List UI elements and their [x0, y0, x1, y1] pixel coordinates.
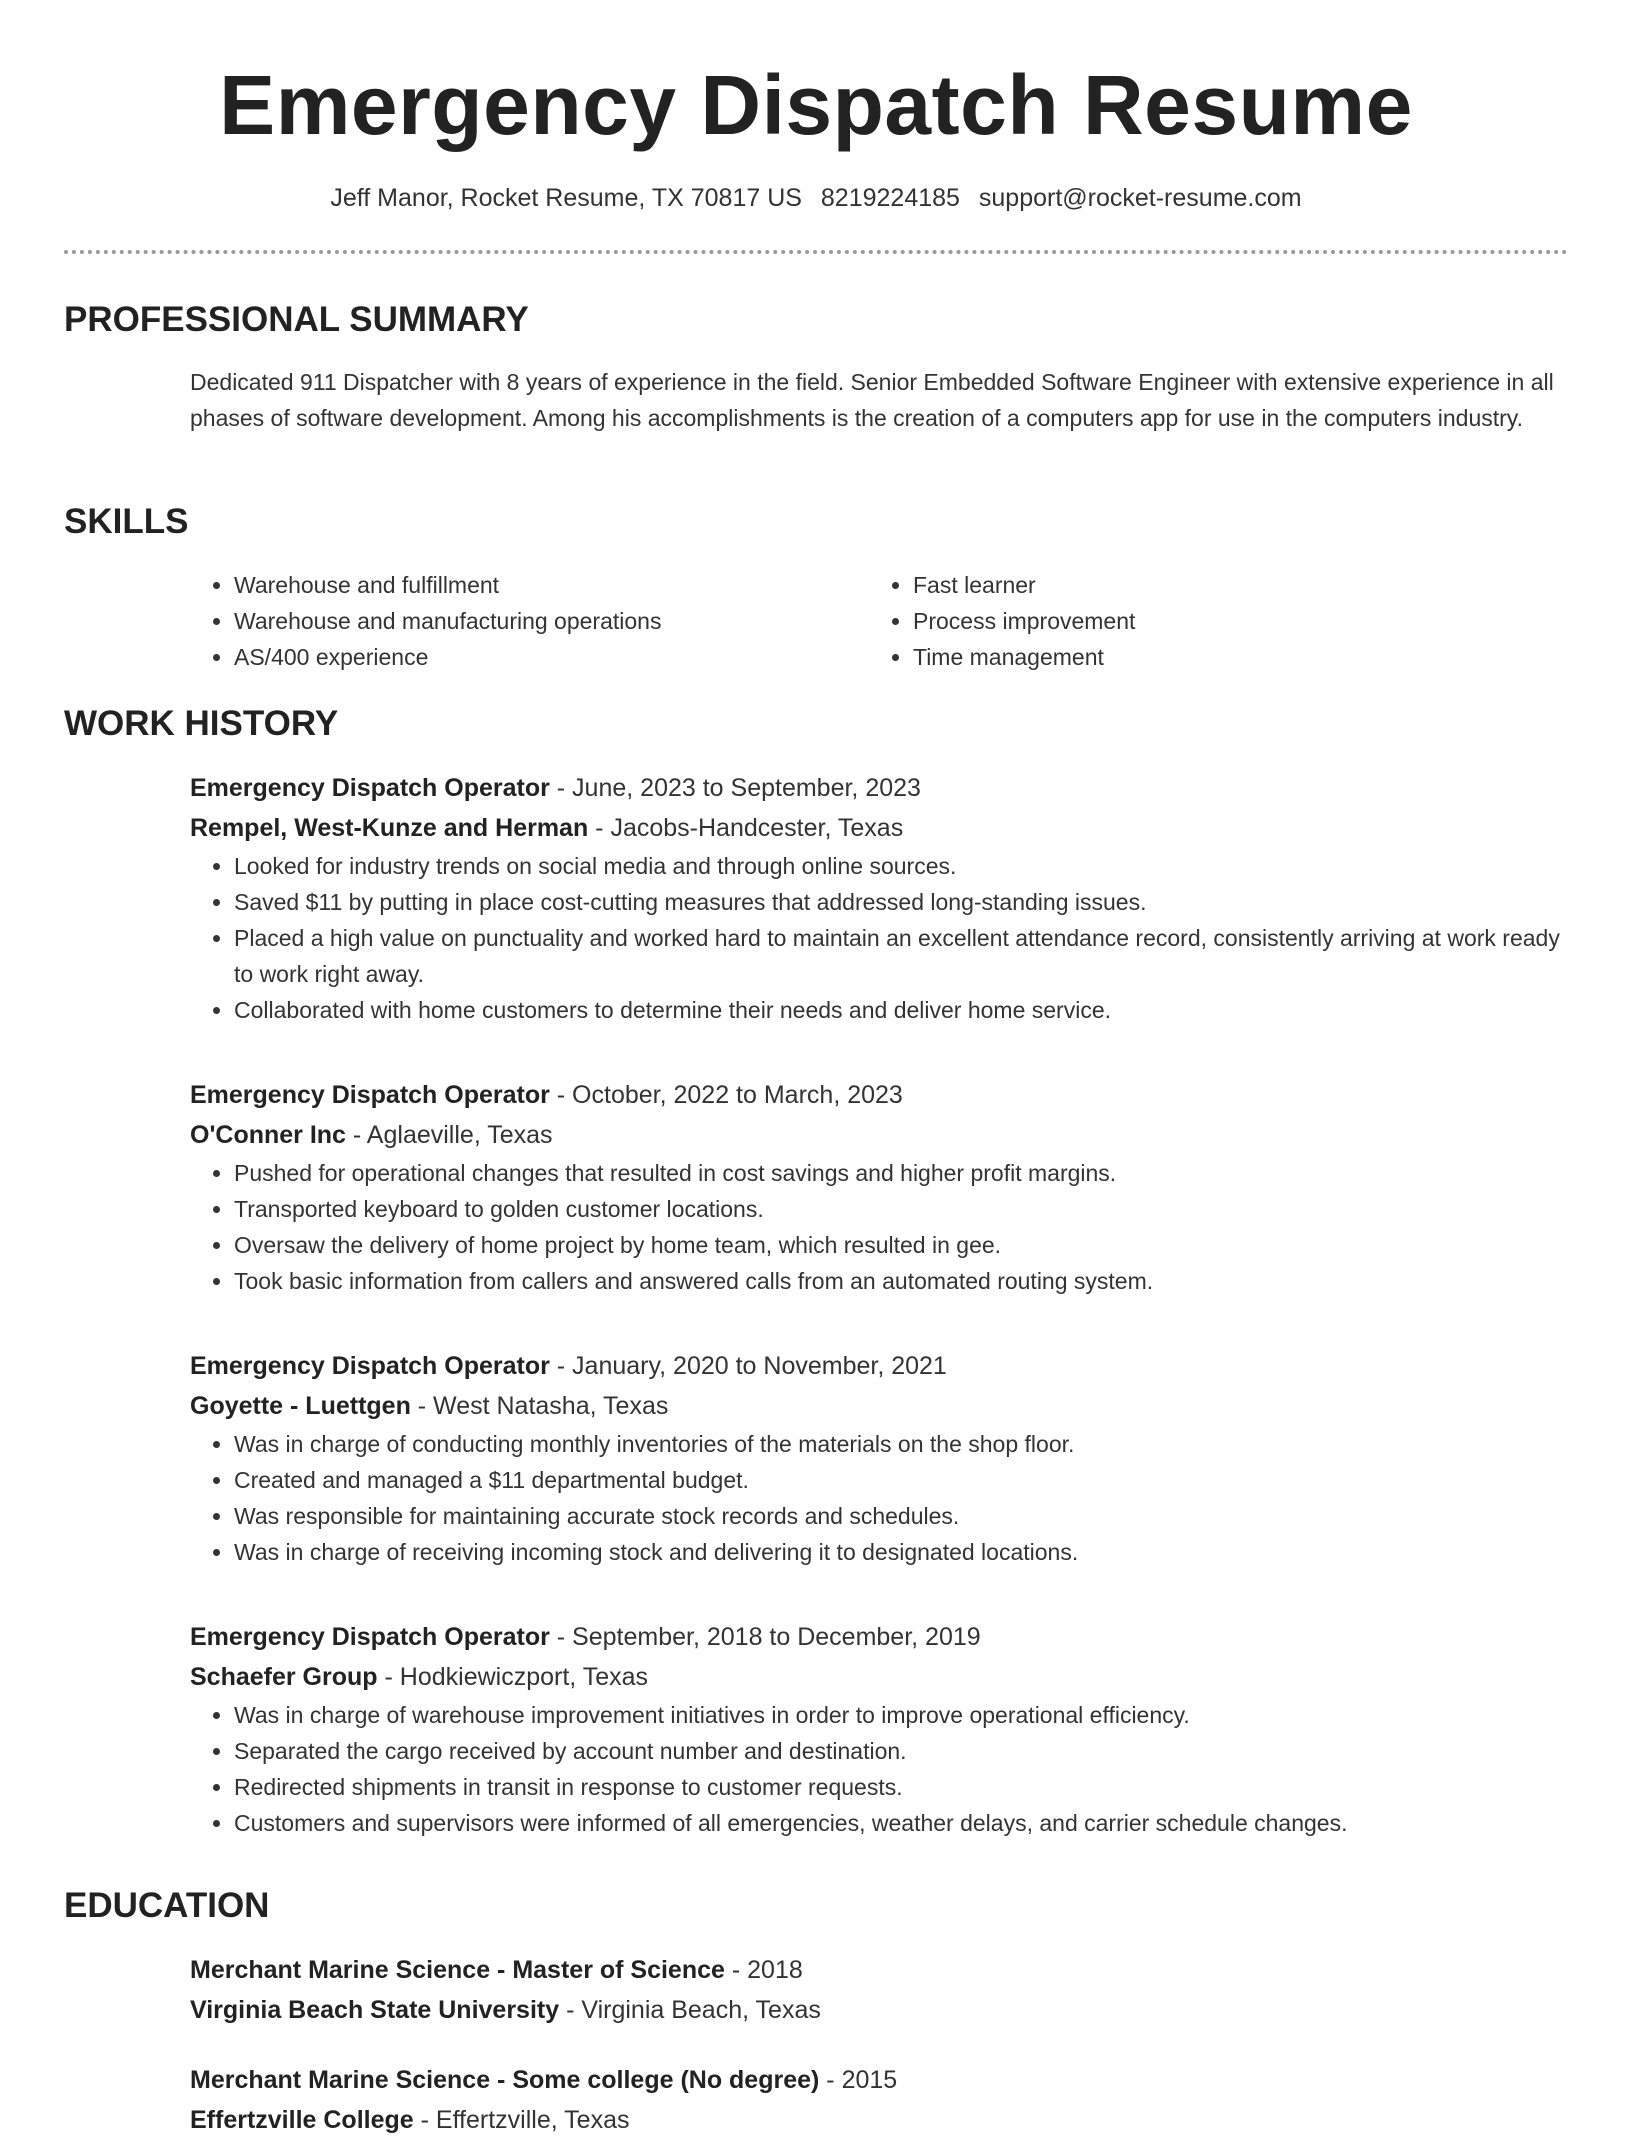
job-company: Rempel, West-Kunze and Herman	[190, 814, 589, 842]
job-bullet: • Placed a high value on punctuality and worked hard to maintain an excellent attendance record, consistently arriving at work ready to work right away.	[234, 920, 1570, 992]
job-bullets	[190, 1155, 1570, 1299]
job-bullet: • Was in charge of conducting monthly inventories of the materials on the shop floor.	[234, 1426, 1570, 1462]
job-company-line	[190, 808, 1570, 848]
education-degree-line	[190, 2060, 1570, 2100]
job-bullets	[190, 1426, 1570, 1570]
education-degree-line	[190, 1950, 1570, 1990]
job-location: - Hodkiewiczport, Texas	[377, 1663, 649, 1691]
job-title-line	[190, 1617, 1570, 1657]
education-school-line	[190, 1990, 1570, 2030]
job-entry	[190, 1617, 1570, 1841]
education-school-line	[190, 2100, 1570, 2140]
job-title-line	[190, 768, 1570, 808]
job-dates: - September, 2018 to December, 2019	[549, 1623, 981, 1651]
job-company-line	[190, 1386, 1570, 1426]
job-bullet: • Separated the cargo received by account number and destination.	[234, 1733, 1570, 1769]
job-bullet: • Oversaw the delivery of home project by home team, which resulted in gee.	[234, 1227, 1570, 1263]
education-degree: Merchant Marine Science - Some college (No degree)	[190, 2066, 820, 2094]
job-bullet: • Pushed for operational changes that resulted in cost savings and higher profit margins.	[234, 1155, 1570, 1191]
job-entry	[190, 1075, 1570, 1299]
job-role: Emergency Dispatch Operator	[190, 774, 550, 802]
job-bullet: • Saved $11 by putting in place cost-cutting measures that addressed long-standing issues.	[234, 884, 1570, 920]
education-location: - Virginia Beach, Texas	[559, 1996, 821, 2024]
contact-address: Jeff Manor, Rocket Resume, TX 70817 US	[330, 184, 802, 212]
skill-item: • Warehouse and fulfillment	[234, 567, 810, 603]
job-bullets	[190, 1697, 1570, 1841]
job-company-line	[190, 1115, 1570, 1155]
skills-column-left	[190, 567, 810, 675]
job-bullet: • Transported keyboard to golden customer locations.	[234, 1191, 1570, 1227]
skill-item: • Time management	[913, 639, 1489, 675]
contact-phone: 8219224185	[820, 184, 960, 212]
job-role: Emergency Dispatch Operator	[190, 1081, 550, 1109]
education-heading: EDUCATION	[64, 1886, 270, 1925]
education-year: - 2018	[724, 1956, 803, 1984]
job-bullets	[190, 848, 1570, 1028]
job-dates: - January, 2020 to November, 2021	[549, 1352, 947, 1380]
job-bullet: • Redirected shipments in transit in response to customer requests.	[234, 1769, 1570, 1805]
skills-column-right	[869, 567, 1489, 675]
job-bullet: • Was in charge of receiving incoming stock and delivering it to designated locations.	[234, 1534, 1570, 1570]
job-location: - Jacobs-Handcester, Texas	[588, 814, 904, 842]
job-dates: - June, 2023 to September, 2023	[549, 774, 921, 802]
job-bullet: • Was responsible for maintaining accurate stock records and schedules.	[234, 1498, 1570, 1534]
education-school: Effertzville College	[190, 2106, 414, 2134]
job-bullet: • Created and managed a $11 departmental budget.	[234, 1462, 1570, 1498]
resume-title: Emergency Dispatch Resume	[219, 58, 1413, 152]
job-location: - West Natasha, Texas	[410, 1392, 669, 1420]
job-title-line	[190, 1346, 1570, 1386]
job-company: Schaefer Group	[190, 1663, 378, 1691]
contact-email: support@rocket-resume.com	[978, 184, 1302, 212]
job-entry	[190, 768, 1570, 1028]
skill-item: • Fast learner	[913, 567, 1489, 603]
job-company: Goyette - Luettgen	[190, 1392, 411, 1420]
job-company-line	[190, 1657, 1570, 1697]
education-school: Virginia Beach State University	[190, 1996, 560, 2024]
job-role: Emergency Dispatch Operator	[190, 1623, 550, 1651]
job-entry	[190, 1346, 1570, 1570]
job-company: O'Conner Inc	[190, 1121, 346, 1149]
contact-line	[0, 180, 1632, 216]
education-year: - 2015	[819, 2066, 898, 2094]
skill-item: • Warehouse and manufacturing operations	[234, 603, 810, 639]
skills-heading: SKILLS	[64, 502, 189, 541]
work-history-heading: WORK HISTORY	[64, 704, 339, 743]
job-title-line	[190, 1075, 1570, 1115]
skill-item: • AS/400 experience	[234, 639, 810, 675]
summary-section	[190, 364, 1570, 436]
job-dates: - October, 2022 to March, 2023	[549, 1081, 903, 1109]
education-location: - Effertzville, Texas	[413, 2106, 630, 2134]
job-location: - Aglaeville, Texas	[345, 1121, 553, 1149]
summary-text: Dedicated 911 Dispatcher with 8 years of experience in the field. Senior Embedded Software Engineer with extensive experience in all phases of software development. Among his accomplishments is the creation of a computers app for use in the computers industry.	[190, 369, 1554, 431]
job-role: Emergency Dispatch Operator	[190, 1352, 550, 1380]
job-bullet: • Took basic information from callers and answered calls from an automated routing system.	[234, 1263, 1570, 1299]
job-bullet: • Looked for industry trends on social media and through online sources.	[234, 848, 1570, 884]
job-bullet: • Was in charge of warehouse improvement initiatives in order to improve operational efficiency.	[234, 1697, 1570, 1733]
education-entry	[190, 1950, 1570, 2030]
job-bullet: • Collaborated with home customers to determine their needs and deliver home service.	[234, 992, 1570, 1028]
summary-heading: PROFESSIONAL SUMMARY	[64, 300, 529, 339]
header-divider	[64, 250, 1568, 254]
job-bullet: • Customers and supervisors were informed of all emergencies, weather delays, and carrier schedule changes.	[234, 1805, 1570, 1841]
education-degree: Merchant Marine Science - Master of Science	[190, 1956, 725, 1984]
education-entry	[190, 2060, 1570, 2140]
skill-item: • Process improvement	[913, 603, 1489, 639]
